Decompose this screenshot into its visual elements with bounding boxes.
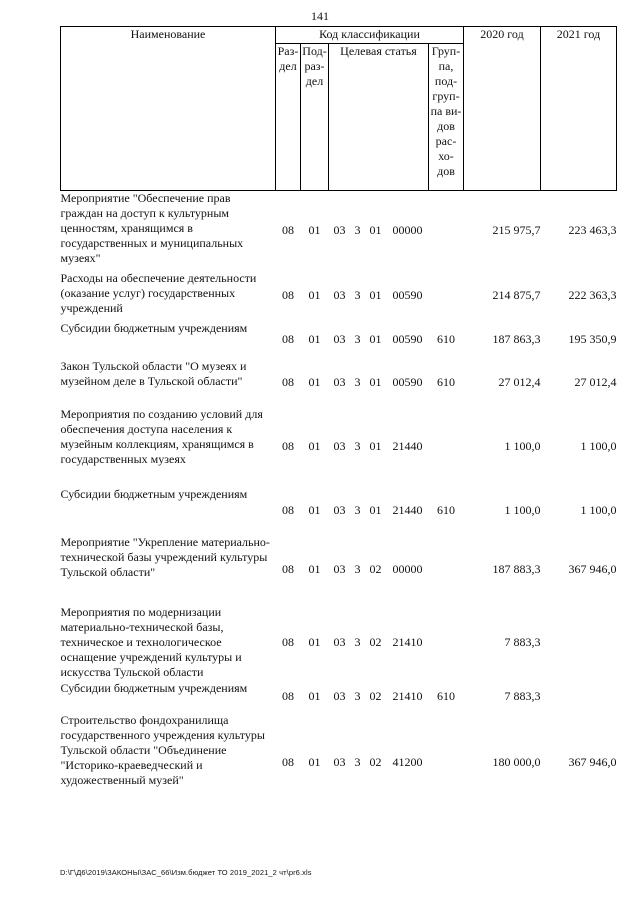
row-c4: 00590 [392,288,423,302]
row-c2: 3 [354,689,361,703]
budget-table [60,26,617,813]
row-y2020: 1 100,0 [504,439,541,453]
row-y2020: 214 875,7 [492,288,541,302]
row-podrazdel: 01 [308,332,321,346]
row-group [429,271,464,321]
row-c3: 02 [369,755,382,769]
table-row [61,487,617,535]
row-y2020: 1 100,0 [504,503,541,517]
header-podrazdel: Под- раз- дел [301,44,329,191]
row-c2: 3 [354,635,361,649]
row-name: Строительство фондохранилища государственного учреждения культуры Тульской области "Объединение "Историко-краеведческий и художественный музей" [60,712,265,787]
row-y2020: 7 883,3 [504,689,541,703]
row-c4: 00000 [392,562,423,576]
row-c4: 00590 [392,375,423,389]
row-y2021 [541,605,617,681]
row-c2: 3 [354,288,361,302]
row-c3: 01 [369,223,382,238]
header-target-article: Целевая статья [329,44,429,191]
row-c4: 21410 [392,689,423,703]
table-row [61,407,617,487]
row-group [429,605,464,681]
row-y2021: 1 100,0 [580,439,617,453]
row-y2021: 27 012,4 [574,375,617,389]
row-y2021: 367 946,0 [568,755,617,769]
header-group: Груп- па, под- груп- па ви- дов рас- хо- дов [429,44,464,191]
row-c1: 03 [333,332,346,346]
row-podrazdel: 01 [308,503,321,517]
row-c3: 02 [369,635,382,649]
row-c1: 03 [333,375,346,389]
row-y2020: 187 883,3 [492,562,541,576]
header-year-2021: 2021 год [541,27,617,191]
row-c1: 03 [333,689,346,703]
row-c1: 03 [333,503,346,517]
row-name: Субсидии бюджетным учреждениям [60,320,248,335]
row-y2021: 223 463,3 [568,223,617,238]
row-name: Расходы на обеспечение деятельности (оказание услуг) государственных учреждений [60,270,257,315]
row-razdel: 08 [282,689,294,703]
row-razdel: 08 [282,288,294,302]
row-group [429,407,464,487]
row-name: Закон Тульской области "О музеях и музейном деле в Тульской области" [60,358,247,388]
table-row [61,605,617,681]
row-razdel: 08 [282,439,294,453]
row-group [429,191,464,271]
row-y2020: 215 975,7 [492,223,541,238]
row-c4: 00590 [392,332,423,346]
row-c2: 3 [354,223,361,238]
file-path-footer: D:\Г\Д6\2019\ЗАКОНЫ\ЗАС_66\Изм.бюджет ТО 2019_2021_2 чт\pr6.xls [60,868,312,877]
table-row [61,535,617,605]
row-c2: 3 [354,439,361,453]
row-razdel: 08 [282,755,294,769]
page-number: 141 [311,9,329,23]
row-y2021 [541,681,617,713]
row-podrazdel: 01 [308,755,321,769]
row-name: Мероприятие "Укрепление материально-технической базы учреждений культуры Тульской области" [60,534,270,579]
row-razdel: 08 [282,223,294,238]
row-name: Мероприятия по модернизации материально-технической базы, техническое и технологическое оснащение учреждений культуры и искусства Тульской области [60,604,242,679]
row-group: 610 [437,689,455,703]
row-c1: 03 [333,562,346,576]
table-row [61,271,617,321]
row-c2: 3 [354,332,361,346]
row-y2021: 222 363,3 [568,288,617,302]
header-razdel: Раз- дел [276,44,301,191]
row-name: Мероприятие "Обеспечение прав граждан на доступ к культурным ценностям, хранящимся в государственных и муниципальных музеях" [60,191,244,265]
row-group: 610 [437,503,455,517]
row-razdel: 08 [282,332,294,346]
row-c4: 21410 [392,635,423,649]
row-podrazdel: 01 [308,635,321,649]
row-c4: 21440 [392,503,423,517]
table-row [61,191,617,271]
row-y2020: 27 012,4 [498,375,541,389]
row-c3: 02 [369,689,382,703]
row-name: Субсидии бюджетным учреждениям [60,486,248,501]
header-code-classification: Код классификации [276,27,464,44]
row-c3: 01 [369,439,382,453]
table-row [61,359,617,407]
row-podrazdel: 01 [308,689,321,703]
row-c2: 3 [354,503,361,517]
row-y2021: 195 350,9 [568,332,617,346]
table-row [61,713,617,813]
row-razdel: 08 [282,375,294,389]
row-y2021: 1 100,0 [580,503,617,517]
row-y2021: 367 946,0 [568,562,617,576]
row-podrazdel: 01 [308,288,321,302]
row-c2: 3 [354,562,361,576]
row-y2020: 180 000,0 [492,755,541,769]
row-group: 610 [437,375,455,389]
row-podrazdel: 01 [308,439,321,453]
row-c4: 21440 [392,439,423,453]
row-group [429,713,464,813]
row-c1: 03 [333,635,346,649]
row-c4: 00000 [392,223,423,238]
row-c3: 01 [369,288,382,302]
row-podrazdel: 01 [308,562,321,576]
header-year-2020: 2020 год [464,27,541,191]
row-name: Субсидии бюджетным учреждениям [60,680,248,695]
row-razdel: 08 [282,503,294,517]
row-y2020: 187 863,3 [492,332,541,346]
row-c2: 3 [354,755,361,769]
row-c3: 01 [369,375,382,389]
row-podrazdel: 01 [308,375,321,389]
row-c3: 02 [369,562,382,576]
row-c3: 01 [369,332,382,346]
row-group [429,535,464,605]
header-name: Наименование [61,27,276,191]
row-y2020: 7 883,3 [504,635,541,649]
row-c1: 03 [333,223,346,238]
row-name: Мероприятия по созданию условий для обеспечения доступа населения к музейным коллекциям, хранящимся в государственных музеях [60,406,263,466]
row-group: 610 [437,332,455,346]
row-c2: 3 [354,375,361,389]
row-c1: 03 [333,439,346,453]
row-podrazdel: 01 [308,223,321,238]
table-row [61,321,617,359]
row-c1: 03 [333,288,346,302]
row-razdel: 08 [282,635,294,649]
row-c1: 03 [333,755,346,769]
row-razdel: 08 [282,562,294,576]
table-row [61,681,617,713]
row-c4: 41200 [392,755,423,769]
row-c3: 01 [369,503,382,517]
